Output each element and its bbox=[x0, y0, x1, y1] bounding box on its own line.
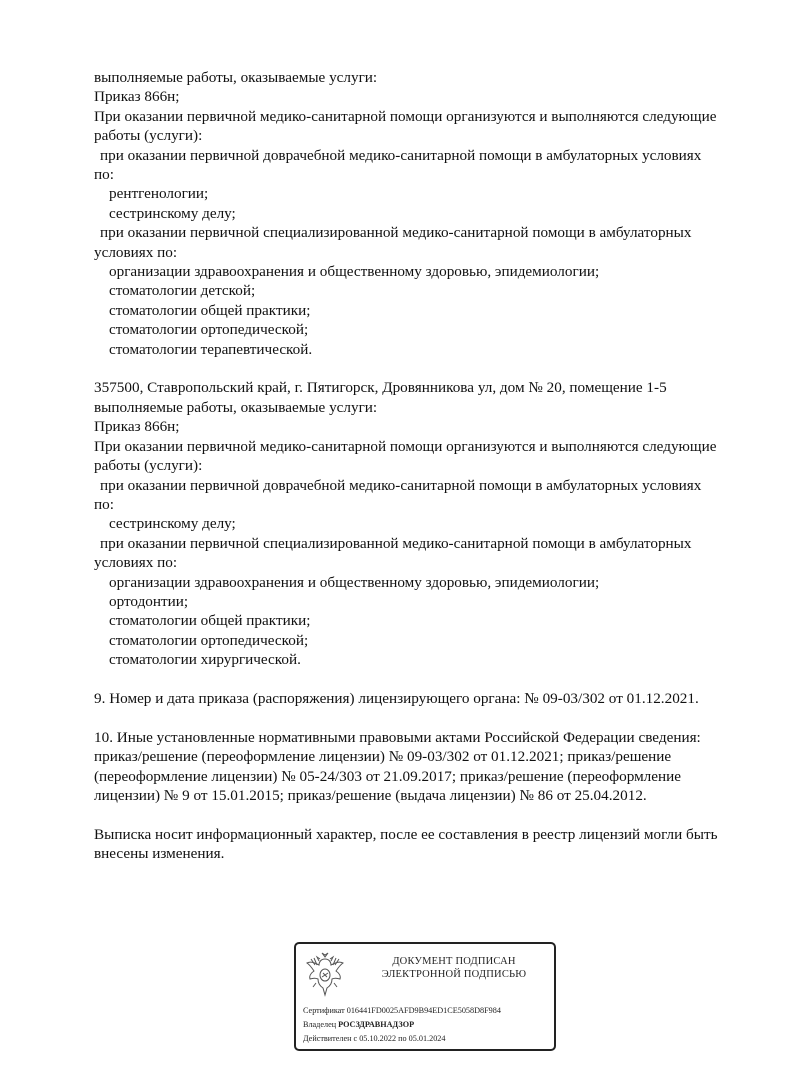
text-line: работы (услуги): bbox=[94, 127, 203, 145]
text-line: При оказании первичной медико-санитарной помощи организуются и выполняются следующие bbox=[94, 437, 717, 455]
validity-label: Действителен с bbox=[303, 1034, 358, 1043]
list-item: ортодонтии; bbox=[109, 592, 189, 610]
text-line: При оказании первичной медико-санитарной помощи организуются и выполняются следующие bbox=[94, 107, 717, 125]
stamp-title-line: ЭЛЕКТРОННОЙ ПОДПИСЬЮ bbox=[381, 969, 527, 980]
paragraph-gap bbox=[94, 708, 764, 727]
paragraph-gap bbox=[94, 805, 764, 824]
text-line: при оказании первичной специализированной медико-санитарной помощи в амбулаторных bbox=[100, 534, 692, 552]
owner-row bbox=[303, 1018, 501, 1032]
text-line: выполняемые работы, оказываемые услуги: bbox=[94, 69, 378, 86]
text-line: Приказ 866н; bbox=[94, 418, 180, 436]
valid-from: 05.10.2022 bbox=[359, 1034, 397, 1043]
list-item: стоматологии терапевтической. bbox=[109, 340, 313, 358]
text-line: приказ/решение (переоформление лицензии) № 09-03/302 от 01.12.2021; приказ/решение bbox=[94, 748, 672, 766]
text-line: Выписка носит информационный характер, после ее составления в реестр лицензий могли быть bbox=[94, 825, 718, 843]
list-item: стоматологии детской; bbox=[109, 282, 256, 300]
valid-to-label: по bbox=[398, 1034, 407, 1043]
certificate-value: 016441FD0025AFD9B94ED1CE5058D8F984 bbox=[346, 1006, 501, 1015]
paragraph-gap bbox=[94, 359, 764, 378]
list-item: сестринскому делу; bbox=[109, 204, 236, 222]
valid-to: 05.01.2024 bbox=[408, 1034, 446, 1043]
stamp-title bbox=[356, 955, 552, 981]
section-9: 9. Номер и дата приказа (распоряжения) лицензирующего органа: № 09-03/302 от 01.12.2021. bbox=[94, 689, 699, 707]
paragraph-gap bbox=[94, 670, 764, 689]
certificate-label: Сертификат bbox=[303, 1006, 345, 1015]
list-item: сестринскому делу; bbox=[109, 515, 236, 533]
list-item: организации здравоохранения и общественному здоровью, эпидемиологии; bbox=[109, 263, 600, 281]
text-line: выполняемые работы, оказываемые услуги: bbox=[94, 398, 378, 416]
electronic-signature-stamp bbox=[294, 942, 556, 1051]
stamp-title-line: ДОКУМЕНТ ПОДПИСАН bbox=[392, 956, 516, 967]
text-line: (переоформление лицензии) № 05-24/303 от 21.09.2017; приказ/решение (переоформление bbox=[94, 767, 681, 785]
text-line: условиях по: bbox=[94, 243, 178, 261]
list-item: организации здравоохранения и общественному здоровью, эпидемиологии; bbox=[109, 573, 600, 591]
text-line: Приказ 866н; bbox=[94, 88, 180, 106]
text-line: при оказании первичной специализированной медико-санитарной помощи в амбулаторных bbox=[100, 224, 692, 242]
text-line: внесены изменения. bbox=[94, 845, 225, 863]
block-1 bbox=[94, 68, 764, 359]
address-line: 357500, Ставропольский край, г. Пятигорск, Дровянникова ул, дом № 20, помещение 1-5 bbox=[94, 379, 667, 397]
list-item: стоматологии общей практики; bbox=[109, 301, 311, 319]
validity-row bbox=[303, 1032, 501, 1046]
stamp-details bbox=[303, 1004, 501, 1046]
text-line: по: bbox=[94, 495, 114, 513]
owner-label: Владелец bbox=[303, 1020, 337, 1029]
list-item: стоматологии ортопедической; bbox=[109, 631, 309, 649]
text-line: работы (услуги): bbox=[94, 457, 203, 475]
list-item: стоматологии хирургической. bbox=[109, 651, 301, 669]
block-2 bbox=[94, 378, 764, 669]
list-item: стоматологии общей практики; bbox=[109, 612, 311, 630]
document-body bbox=[94, 68, 764, 864]
text-line: условиях по: bbox=[94, 554, 178, 572]
text-line: 10. Иные установленные нормативными правовыми актами Российской Федерации сведения: bbox=[94, 728, 701, 746]
text-line: лицензии) № 9 от 15.01.2015; приказ/решение (выдача лицензии) № 86 от 25.04.2012. bbox=[94, 786, 647, 804]
text-line: по: bbox=[94, 166, 114, 184]
text-line: при оказании первичной доврачебной медико-санитарной помощи в амбулаторных условиях bbox=[100, 146, 702, 164]
double-headed-eagle-emblem-icon bbox=[305, 951, 345, 997]
text-line: при оказании первичной доврачебной медико-санитарной помощи в амбулаторных условиях bbox=[100, 476, 702, 494]
list-item: стоматологии ортопедической; bbox=[109, 321, 309, 339]
owner-value: РОСЗДРАВНАДЗОР bbox=[338, 1020, 415, 1029]
disclaimer-note bbox=[94, 825, 764, 864]
certificate-row bbox=[303, 1004, 501, 1018]
list-item: рентгенологии; bbox=[109, 185, 209, 203]
section-10 bbox=[94, 728, 764, 806]
